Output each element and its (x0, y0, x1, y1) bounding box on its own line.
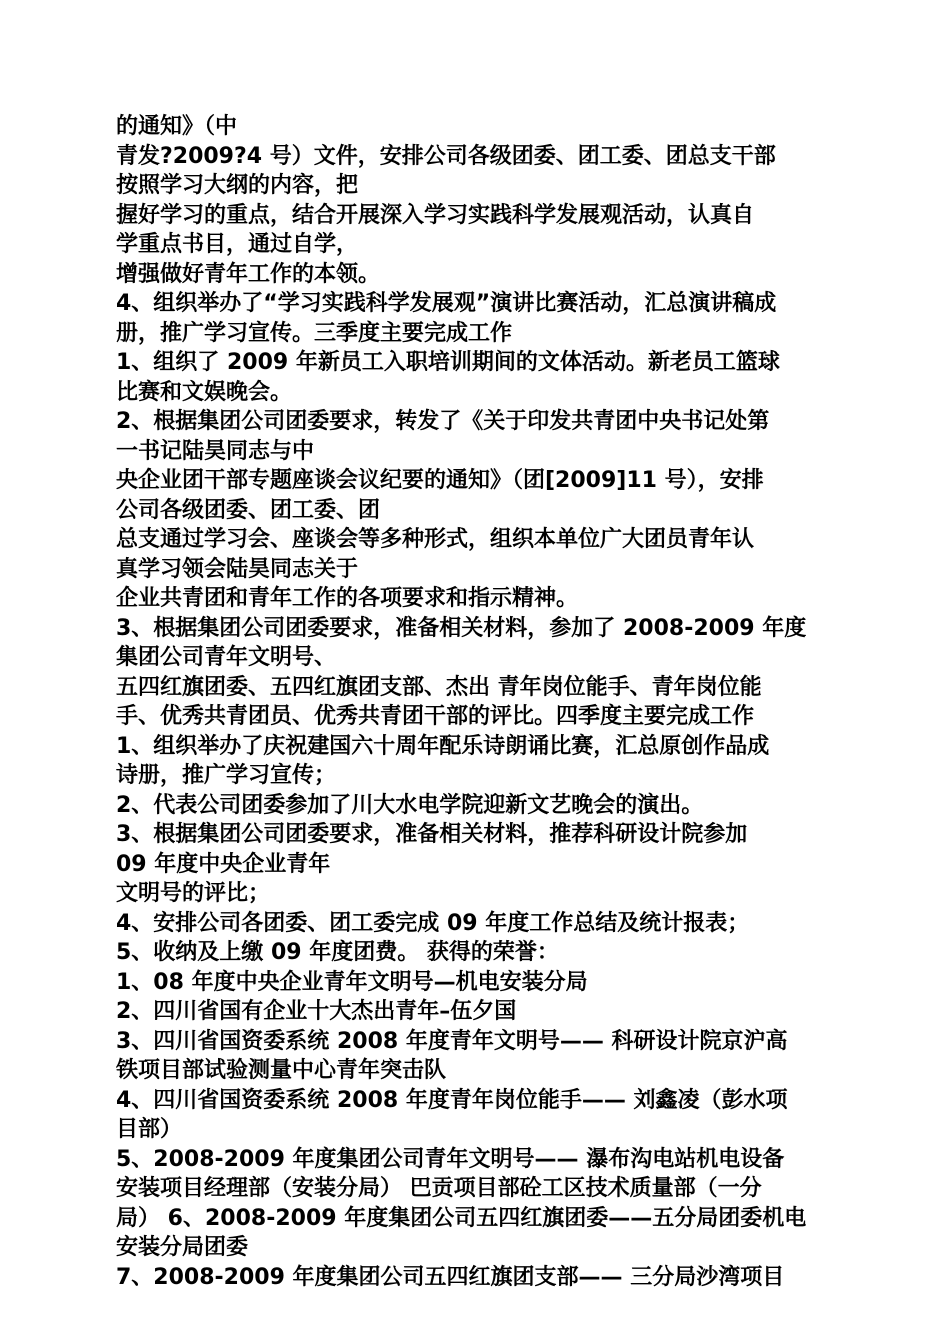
document-body (116, 112, 846, 1292)
text-line: 局） 6、2008-2009 年度集团公司五四红旗团委——五分局团委机电 (116, 1205, 807, 1231)
text-line: 手、优秀共青团员、优秀共青团干部的评比。四季度主要完成工作 (116, 704, 755, 729)
text-line: 文明号的评比； (116, 881, 271, 906)
text-line: 央企业团干部专题座谈会议纪要的通知》（团[2009]11 号），安排 (116, 468, 764, 493)
text-line: 4、安排公司各团委、团工委完成 09 年度工作总结及统计报表； (116, 910, 750, 936)
text-line: 按照学习大纲的内容，把 (116, 173, 359, 198)
text-line: 4、组织举办了“学习实践科学发展观”演讲比赛活动，汇总演讲稿成 (116, 291, 777, 316)
text-line: 1、组织了 2009 年新员工入职培训期间的文体活动。新老员工篮球 (116, 350, 780, 375)
text-line: 青发?2009?4 号）文件，安排公司各级团委、团工委、团总支干部 (116, 143, 776, 169)
text-line: 目部） (116, 1117, 183, 1142)
text-line: 的通知》（中 (116, 114, 238, 139)
text-line: 安装分局团委 (116, 1235, 249, 1260)
text-line: 诗册，推广学习宣传； (116, 763, 337, 788)
text-line: 一书记陆昊同志与中 (116, 438, 315, 464)
text-line: 4、四川省国资委系统 2008 年度青年岗位能手—— 刘鑫凌（彭水项 (116, 1087, 788, 1113)
text-line: 3、根据集团公司团委要求，准备相关材料，推荐科研设计院参加 (116, 822, 748, 847)
text-line: 册，推广学习宣传。三季度主要完成工作 (116, 320, 513, 346)
text-line: 2、四川省国有企业十大杰出青年–伍夕国 (116, 999, 517, 1024)
text-line: 2、代表公司团委参加了川大水电学院迎新文艺晚会的演出。 (116, 792, 704, 818)
text-line: 1、组织举办了庆祝建国六十周年配乐诗朗诵比赛，汇总原创作品成 (116, 733, 770, 759)
text-line: 企业共青团和青年工作的各项要求和指示精神。 (116, 586, 579, 611)
text-line: 比赛和文娱晚会。 (116, 379, 293, 405)
text-line: 09 年度中央企业青年 (116, 851, 331, 877)
text-line: 真学习领会陆昊同志关于 (116, 556, 359, 582)
text-line: 5、2008-2009 年度集团公司青年文明号—— 瀑布沟电站机电设备 (116, 1146, 785, 1172)
text-line: 总支通过学习会、座谈会等多种形式，组织本单位广大团员青年认 (116, 527, 755, 552)
text-line: 铁项目部试验测量中心青年突击队 (116, 1058, 447, 1083)
text-line: 7、2008-2009 年度集团公司五四红旗团支部—— 三分局沙湾项目 (116, 1264, 785, 1290)
text-line: 1、08 年度中央企业青年文明号—机电安装分局 (116, 969, 588, 995)
text-line: 握好学习的重点，结合开展深入学习实践科学发展观活动，认真自 (116, 202, 755, 228)
text-line: 集团公司青年文明号、 (116, 645, 337, 670)
text-line: 安装项目经理部（安装分局） 巴贡项目部砼工区技术质量部（一分 (116, 1176, 762, 1201)
text-line: 五四红旗团委、五四红旗团支部、杰出 青年岗位能手、青年岗位能 (116, 674, 762, 700)
text-line: 学重点书目，通过自学， (116, 232, 359, 257)
text-line: 2、根据集团公司团委要求，转发了《关于印发共青团中央书记处第 (116, 409, 770, 434)
text-line: 5、收纳及上缴 09 年度团费。 获得的荣誉： (116, 940, 559, 965)
text-line: 3、根据集团公司团委要求，准备相关材料，参加了 2008-2009 年度 (116, 615, 807, 641)
text-line: 公司各级团委、团工委、团 (116, 497, 381, 523)
text-line: 增强做好青年工作的本领。 (116, 261, 381, 287)
text-line: 3、四川省国资委系统 2008 年度青年文明号—— 科研设计院京沪高 (116, 1028, 788, 1054)
